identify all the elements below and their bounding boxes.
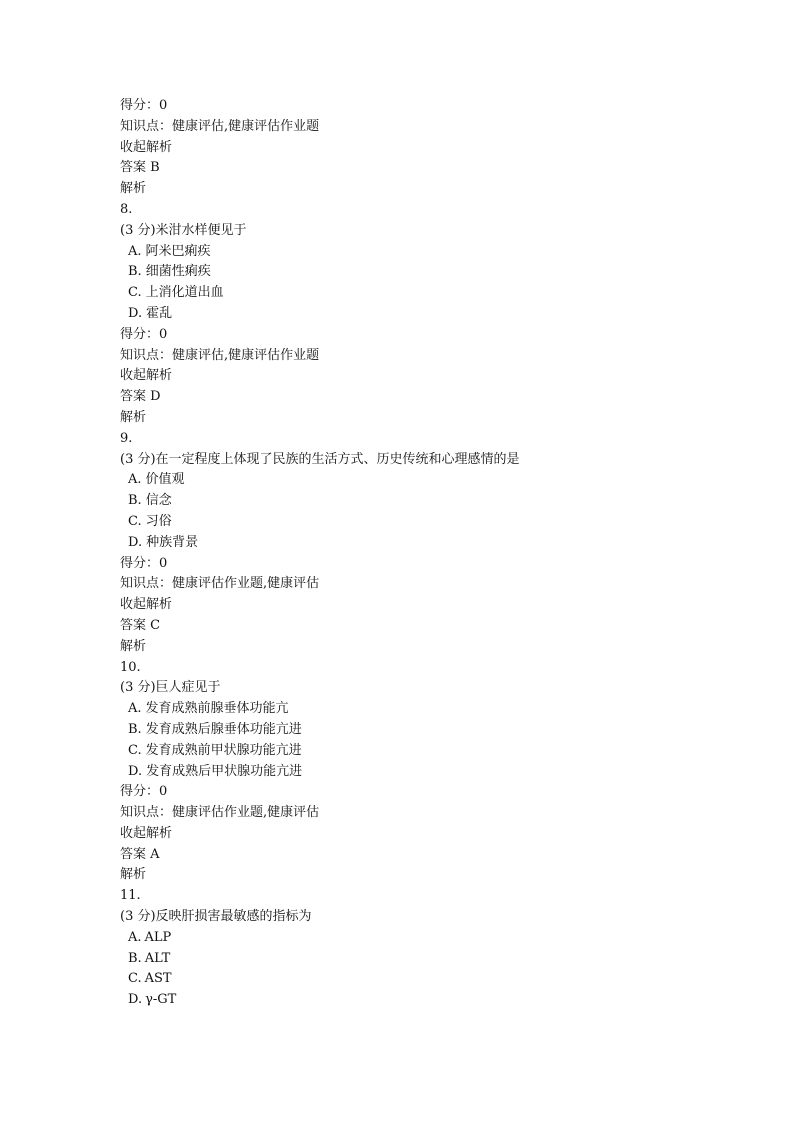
option-key: C.	[128, 513, 142, 529]
score-line: 得分：0	[120, 98, 168, 113]
option-text: ALP	[144, 929, 172, 945]
option-text: γ-GT	[145, 992, 177, 1008]
option-key: B.	[128, 493, 142, 509]
option-text: 细菌性痢疾	[145, 264, 211, 280]
analysis-label: 解析	[120, 638, 147, 654]
collapse-analysis-link[interactable]: 收起解析	[120, 139, 173, 155]
option-a	[120, 699, 760, 720]
option-text: 霍乱	[146, 305, 173, 321]
question-number: 11.	[120, 888, 141, 904]
option-c	[120, 741, 760, 762]
option-b	[120, 949, 760, 970]
collapse-analysis-link[interactable]: 收起解析	[120, 825, 173, 841]
option-b	[120, 262, 760, 283]
answer-line: 答案 B	[120, 160, 160, 176]
option-text: 发育成熟后甲状腺功能亢进	[146, 763, 303, 779]
option-key: A.	[128, 472, 142, 488]
option-text: 种族背景	[146, 534, 199, 550]
analysis-label: 解析	[120, 867, 147, 883]
collapse-analysis-link[interactable]: 收起解析	[120, 368, 173, 384]
question-stem: (3 分)米泔水样便见于	[120, 222, 247, 238]
score-line: 得分：0	[120, 326, 168, 342]
option-text: ALT	[144, 950, 171, 966]
option-text: 习俗	[145, 513, 172, 529]
score-line: 得分：0	[120, 784, 168, 800]
analysis-label: 解析	[120, 409, 147, 425]
option-text: AST	[144, 971, 172, 987]
option-key: D.	[128, 305, 143, 321]
option-d	[120, 304, 760, 325]
option-key: D.	[128, 992, 143, 1008]
option-key: C.	[128, 742, 142, 758]
option-d	[120, 533, 760, 554]
option-key: B.	[128, 950, 142, 966]
question-stem: (3 分)在一定程度上体现了民族的生活方式、历史传统和心理感情的是	[120, 451, 520, 467]
knowledge-point-line: 知识点：健康评估,健康评估作业题	[120, 347, 320, 363]
answer-line: 答案 C	[120, 617, 161, 633]
option-b	[120, 491, 760, 512]
option-a	[120, 928, 760, 949]
option-c	[120, 283, 760, 304]
answer-line: 答案 D	[120, 389, 161, 405]
option-text: 发育成熟前甲状腺功能亢进	[145, 742, 302, 758]
option-b	[120, 720, 760, 741]
question-number: 9.	[120, 430, 133, 446]
question-stem: (3 分)巨人症见于	[120, 680, 221, 696]
option-key: A.	[128, 243, 142, 259]
option-text: 发育成熟后腺垂体功能亢进	[145, 721, 302, 737]
answer-line: 答案 A	[120, 846, 160, 862]
option-a	[120, 242, 760, 263]
knowledge-point-line: 知识点：健康评估作业题,健康评估	[120, 805, 320, 821]
option-key: B.	[128, 264, 142, 280]
document-page	[120, 96, 760, 1011]
knowledge-point-line: 知识点：健康评估作业题,健康评估	[120, 576, 320, 592]
option-key: C.	[128, 285, 142, 301]
collapse-analysis-link[interactable]: 收起解析	[120, 597, 173, 613]
option-key: D.	[128, 534, 143, 550]
option-text: 阿米巴痢疾	[145, 243, 211, 259]
option-key: C.	[128, 971, 142, 987]
option-d	[120, 762, 760, 783]
option-text: 上消化道出血	[145, 285, 224, 301]
option-text: 发育成熟前腺垂体功能亢	[145, 701, 289, 717]
score-line: 得分：0	[120, 555, 168, 571]
option-key: D.	[128, 763, 143, 779]
option-key: B.	[128, 721, 142, 737]
option-a	[120, 470, 760, 491]
option-d	[120, 990, 760, 1011]
option-c	[120, 969, 760, 990]
option-text: 信念	[145, 493, 172, 509]
question-number: 8.	[120, 201, 133, 217]
knowledge-point-line: 知识点：健康评估,健康评估作业题	[120, 118, 320, 134]
option-key: A.	[128, 701, 142, 717]
question-number: 10.	[120, 659, 141, 675]
option-text: 价值观	[145, 472, 185, 488]
option-key: A.	[128, 929, 142, 945]
analysis-label: 解析	[120, 181, 147, 197]
question-stem: (3 分)反映肝损害最敏感的指标为	[120, 909, 312, 925]
option-c	[120, 512, 760, 533]
